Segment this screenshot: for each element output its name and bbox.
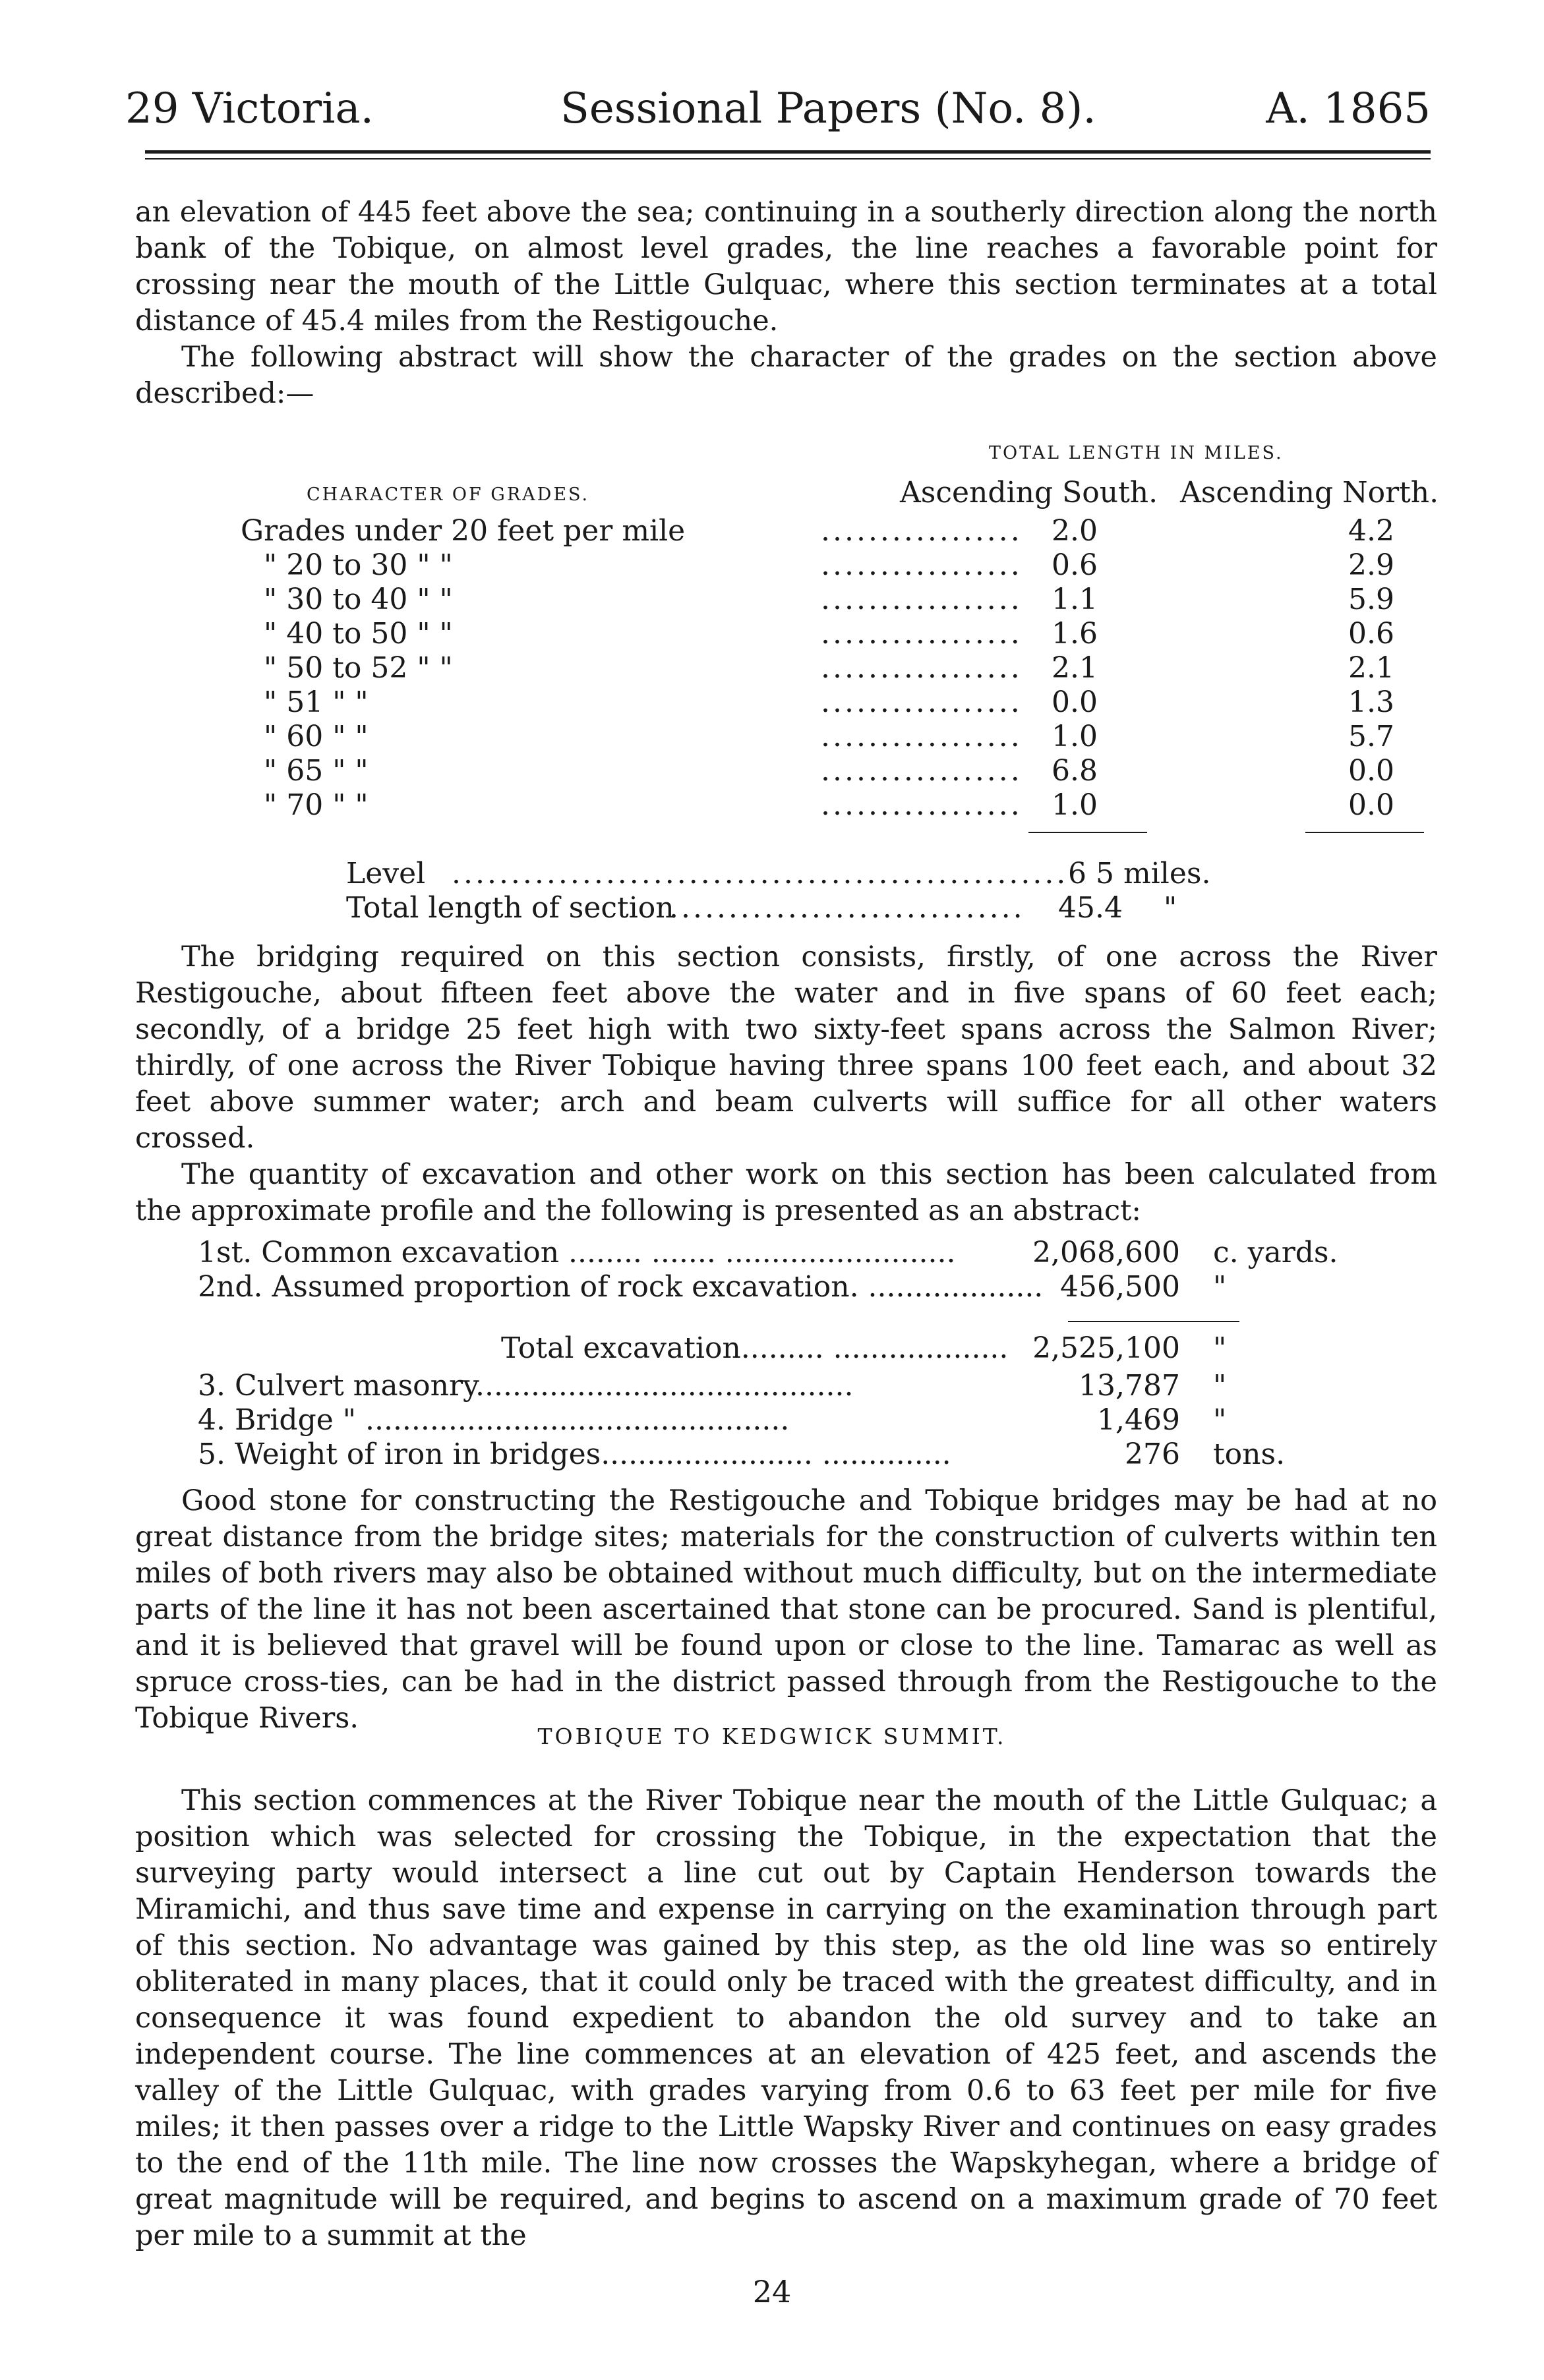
grade-north: 0.0: [1348, 754, 1394, 788]
leader-dots: .................: [821, 583, 1023, 616]
grade-label: " 65 " ": [264, 754, 369, 788]
section-text: [135, 1783, 1437, 2254]
table-col-south: Ascending South.: [900, 476, 1158, 509]
table-col-character: CHARACTER OF GRADES.: [307, 484, 590, 505]
page-header: [125, 84, 1431, 137]
grade-label: " 60 " ": [264, 720, 369, 753]
excavation-label: 2nd. Assumed proportion of rock excavation. ...................: [198, 1270, 1044, 1304]
summary-rule-north: [1305, 832, 1424, 833]
excavation-row: [198, 1270, 1332, 1304]
table-row: [135, 651, 1427, 685]
work-value: 276: [1125, 1437, 1180, 1471]
grade-north: 0.6: [1348, 617, 1394, 651]
grade-south: 1.0: [1052, 788, 1098, 822]
grade-north: 0.0: [1348, 788, 1394, 822]
grade-label: " 51 " ": [264, 685, 369, 719]
table-row: [135, 583, 1427, 617]
grade-north: 1.3: [1348, 685, 1394, 719]
work-value: 13,787: [1079, 1369, 1180, 1403]
bridging-text: [135, 939, 1437, 1229]
total-length-value: 45.4: [1058, 891, 1123, 925]
excavation-sum-rule: [1068, 1321, 1239, 1322]
leader-dots: .................: [821, 651, 1023, 685]
work-label: 3. Culvert masonry.........................................: [198, 1369, 854, 1403]
grade-label: Grades under 20 feet per mile: [241, 514, 686, 548]
level-label: Level: [346, 857, 426, 890]
table-row: [135, 685, 1427, 720]
leader-dots: .................: [821, 685, 1023, 719]
leader-dots: .................: [821, 548, 1023, 582]
leader-dots: ..............................: [669, 891, 1025, 925]
work-label: 4. Bridge " ..............................................: [198, 1403, 790, 1437]
grade-north: 2.1: [1348, 651, 1394, 685]
excavation-unit: c. yards.: [1213, 1236, 1338, 1269]
leader-dots: .................: [821, 514, 1023, 548]
work-row: [198, 1369, 1332, 1403]
table-row: [135, 548, 1427, 583]
grade-south: 0.6: [1052, 548, 1098, 582]
work-unit: ": [1213, 1403, 1227, 1437]
excavation-unit: ": [1213, 1270, 1227, 1304]
work-label: 5. Weight of iron in bridges....................... ..............: [198, 1437, 951, 1471]
grade-south: 0.0: [1052, 685, 1098, 719]
grade-north: 2.9: [1348, 548, 1394, 582]
grade-south: 1.1: [1052, 583, 1098, 616]
table-row: [135, 514, 1427, 548]
excavation-label: 1st. Common excavation ........ ....... .........................: [198, 1236, 956, 1269]
header-rule-thin: [145, 158, 1431, 160]
summary-rule-south: [1028, 832, 1147, 833]
page-number: 24: [752, 2274, 792, 2309]
table-col-north: Ascending North.: [1180, 476, 1439, 509]
paragraph: This section commences at the River Tobique near the mouth of the Little Gulquac; a position which was selected for crossing the Tobique, in the expectation that the surveying party would intersect a line cut out by Captain Henderson towards the Miramichi, and thus save time and expense in carrying on the examination through part of this section. No advantage was gained by this step, as the old line was so entirely obliterated in many places, that it could only be traced with the greatest difficulty, and in consequence it was found expedient to abandon the old survey and to take an independent course. The line commences at an elevation of 425 feet, and ascends the valley of the Little Gulquac, with grades varying from 0.6 to 63 feet per mile for five miles; it then passes over a ridge to the Little Wapsky River and continues on easy grades to the end of the 11th mile. The line now crosses the Wapskyhegan, where a bridge of great magnitude will be required, and begins to ascend on a maximum grade of 70 feet per mile to a summit at the: [135, 1784, 1437, 2252]
grade-south: 6.8: [1052, 754, 1098, 788]
header-rule-thick: [145, 150, 1431, 154]
total-length-label: Total length of section: [346, 891, 674, 925]
grade-label: " 30 to 40 " ": [264, 583, 453, 616]
table-row: [135, 720, 1427, 754]
paragraph: The following abstract will show the character of the grades on the section above described:—: [135, 341, 1437, 410]
paragraph: Good stone for constructing the Restigouche and Tobique bridges may be had at no great distance from the bridge sites; materials for the construction of culverts within ten miles of both rivers may also be obtained without much difficulty, but on the intermediate parts of the line it has not been ascertained that stone can be procured. Sand is plentiful, and it is believed that gravel will be found upon or close to the line. Tamarac as well as spruce cross-ties, can be had in the district passed through from the Restigouche to the Tobique Rivers.: [135, 1484, 1437, 1735]
leader-dots: .................: [821, 754, 1023, 788]
grade-label: " 40 to 50 " ": [264, 617, 453, 651]
table-row: [135, 788, 1427, 823]
work-row: [198, 1403, 1332, 1437]
excavation-row: [198, 1236, 1338, 1270]
paragraph: The bridging required on this section consists, firstly, of one across the River Restigouche, about fifteen feet above the water and in five spans of 60 feet each; secondly, of a bridge 25 feet high with two sixty-feet spans across the Salmon River; thirdly, of one across the River Tobique having three spans 100 feet each, and about 32 feet above summer water; arch and beam culverts will suffice for all other waters crossed.: [135, 941, 1437, 1155]
work-row: [198, 1437, 1332, 1472]
grade-label: " 50 to 52 " ": [264, 651, 453, 685]
table-group-heading: TOTAL LENGTH IN MILES.: [989, 443, 1284, 463]
work-unit: tons.: [1213, 1437, 1286, 1471]
intro-text: [135, 194, 1437, 412]
excavation-total-label: Total excavation......... ...................: [501, 1331, 1009, 1365]
grade-south: 2.1: [1052, 651, 1098, 685]
work-unit: ": [1213, 1369, 1227, 1403]
grade-north: 5.7: [1348, 720, 1394, 753]
leader-dots: ....................................................: [452, 857, 1069, 890]
header-title: Sessional Papers (No. 8).: [560, 84, 1096, 133]
materials-text: [135, 1483, 1437, 1737]
grade-south: 1.0: [1052, 720, 1098, 753]
grade-south: 2.0: [1052, 514, 1098, 548]
grade-label: " 70 " ": [264, 788, 369, 822]
grade-north: 4.2: [1348, 514, 1394, 548]
grade-label: " 20 to 30 " ": [264, 548, 453, 582]
table-row: [135, 617, 1427, 651]
level-value: 6 5 miles.: [1068, 857, 1211, 890]
section-heading: TOBIQUE TO KEDGWICK SUMMIT.: [537, 1724, 1007, 1749]
table-row: [135, 754, 1427, 788]
leader-dots: .................: [821, 788, 1023, 822]
header-volume: 29 Victoria.: [125, 84, 374, 133]
excavation-total-value: 2,525,100: [1032, 1331, 1180, 1365]
work-value: 1,469: [1097, 1403, 1180, 1437]
leader-dots: .................: [821, 617, 1023, 651]
paragraph: The quantity of excavation and other work on this section has been calculated from the approximate profile and the following is presented as an abstract:: [135, 1158, 1437, 1227]
excavation-value: 2,068,600: [1032, 1236, 1180, 1269]
grade-north: 5.9: [1348, 583, 1394, 616]
leader-dots: .................: [821, 720, 1023, 753]
header-year: A. 1865: [1266, 84, 1431, 133]
excavation-total-row: [501, 1331, 1332, 1366]
paragraph: an elevation of 445 feet above the sea; continuing in a southerly direction along the north bank of the Tobique, on almost level grades, the line reaches a favorable point for crossing near the mouth of the Little Gulquac, where this section terminates at a total distance of 45.4 miles from the Restigouche.: [135, 196, 1437, 337]
grades-table: [135, 514, 1427, 823]
total-length-mark: ": [1164, 891, 1177, 925]
excavation-value: 456,500: [1060, 1270, 1180, 1304]
excavation-total-unit: ": [1213, 1331, 1227, 1365]
grade-south: 1.6: [1052, 617, 1098, 651]
